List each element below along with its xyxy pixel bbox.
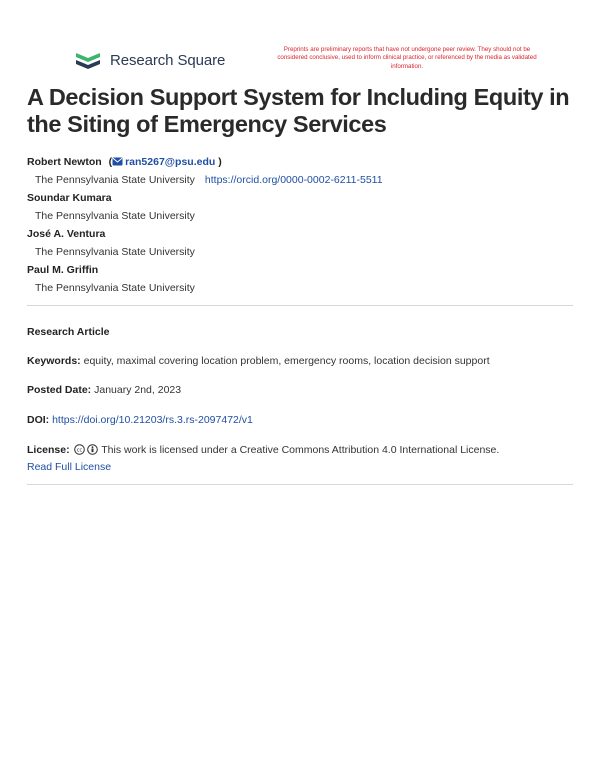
author-affiliation: The Pennsylvania State University bbox=[35, 210, 195, 222]
envelope-icon bbox=[112, 157, 123, 166]
author-4: Paul M. Griffin bbox=[27, 264, 99, 276]
author-list bbox=[27, 153, 577, 297]
logo-word-research: Research bbox=[110, 51, 174, 69]
posted-date-label: Posted Date: bbox=[27, 384, 92, 396]
email-close-paren: ) bbox=[218, 156, 222, 168]
divider bbox=[27, 484, 573, 485]
email-open-paren: ( bbox=[108, 156, 113, 168]
doi-label: DOI: bbox=[27, 414, 50, 426]
preprint-notice: Preprints are preliminary reports that have not undergone peer review. They should not be considered conclusive, used to inform clinical practice, or referenced by the media as validated information. bbox=[277, 46, 537, 70]
research-square-logo[interactable] bbox=[74, 48, 225, 72]
keywords-label: Keywords: bbox=[27, 355, 81, 367]
author-3: José A. Ventura bbox=[27, 228, 106, 240]
divider bbox=[27, 305, 573, 306]
creative-commons-icon bbox=[74, 444, 85, 455]
article-type-label: Research Article bbox=[27, 326, 110, 338]
affiliation-text: The Pennsylvania State University bbox=[35, 174, 195, 186]
attribution-icon bbox=[87, 444, 98, 455]
posted-date bbox=[27, 382, 575, 399]
read-full-license-link[interactable]: Read Full License bbox=[27, 461, 112, 473]
license-text: This work is licensed under a Creative Commons Attribution 4.0 International License. bbox=[101, 444, 500, 456]
doi bbox=[27, 412, 575, 429]
svg-text:cc: cc bbox=[76, 447, 82, 454]
paper-title: A Decision Support System for Including Equity in the Siting of Emergency Services bbox=[27, 84, 570, 137]
author-email-link[interactable]: ran5267@psu.edu bbox=[125, 156, 216, 168]
author-1 bbox=[27, 153, 577, 171]
doi-link[interactable]: https://doi.org/10.21203/rs.3.rs-2097472/v1 bbox=[52, 414, 253, 426]
author-affiliation: The Pennsylvania State University bbox=[35, 282, 195, 294]
research-square-logo-icon bbox=[74, 49, 102, 71]
author-affiliation bbox=[35, 171, 577, 189]
keywords bbox=[27, 353, 575, 370]
orcid-link[interactable]: https://orcid.org/0000-0002-6211-5511 bbox=[204, 174, 383, 186]
license-label: License: bbox=[27, 444, 70, 456]
license bbox=[27, 442, 575, 476]
author-name: Robert Newton bbox=[27, 156, 102, 168]
author-affiliation: The Pennsylvania State University bbox=[35, 246, 195, 258]
keywords-value: equity, maximal covering location problem, emergency rooms, location decision support bbox=[83, 355, 490, 367]
author-2: Soundar Kumara bbox=[27, 192, 112, 204]
posted-date-value: January 2nd, 2023 bbox=[94, 384, 182, 396]
logo-wordmark bbox=[110, 52, 225, 69]
article-type bbox=[27, 324, 575, 341]
logo-word-square: Square bbox=[177, 51, 226, 69]
